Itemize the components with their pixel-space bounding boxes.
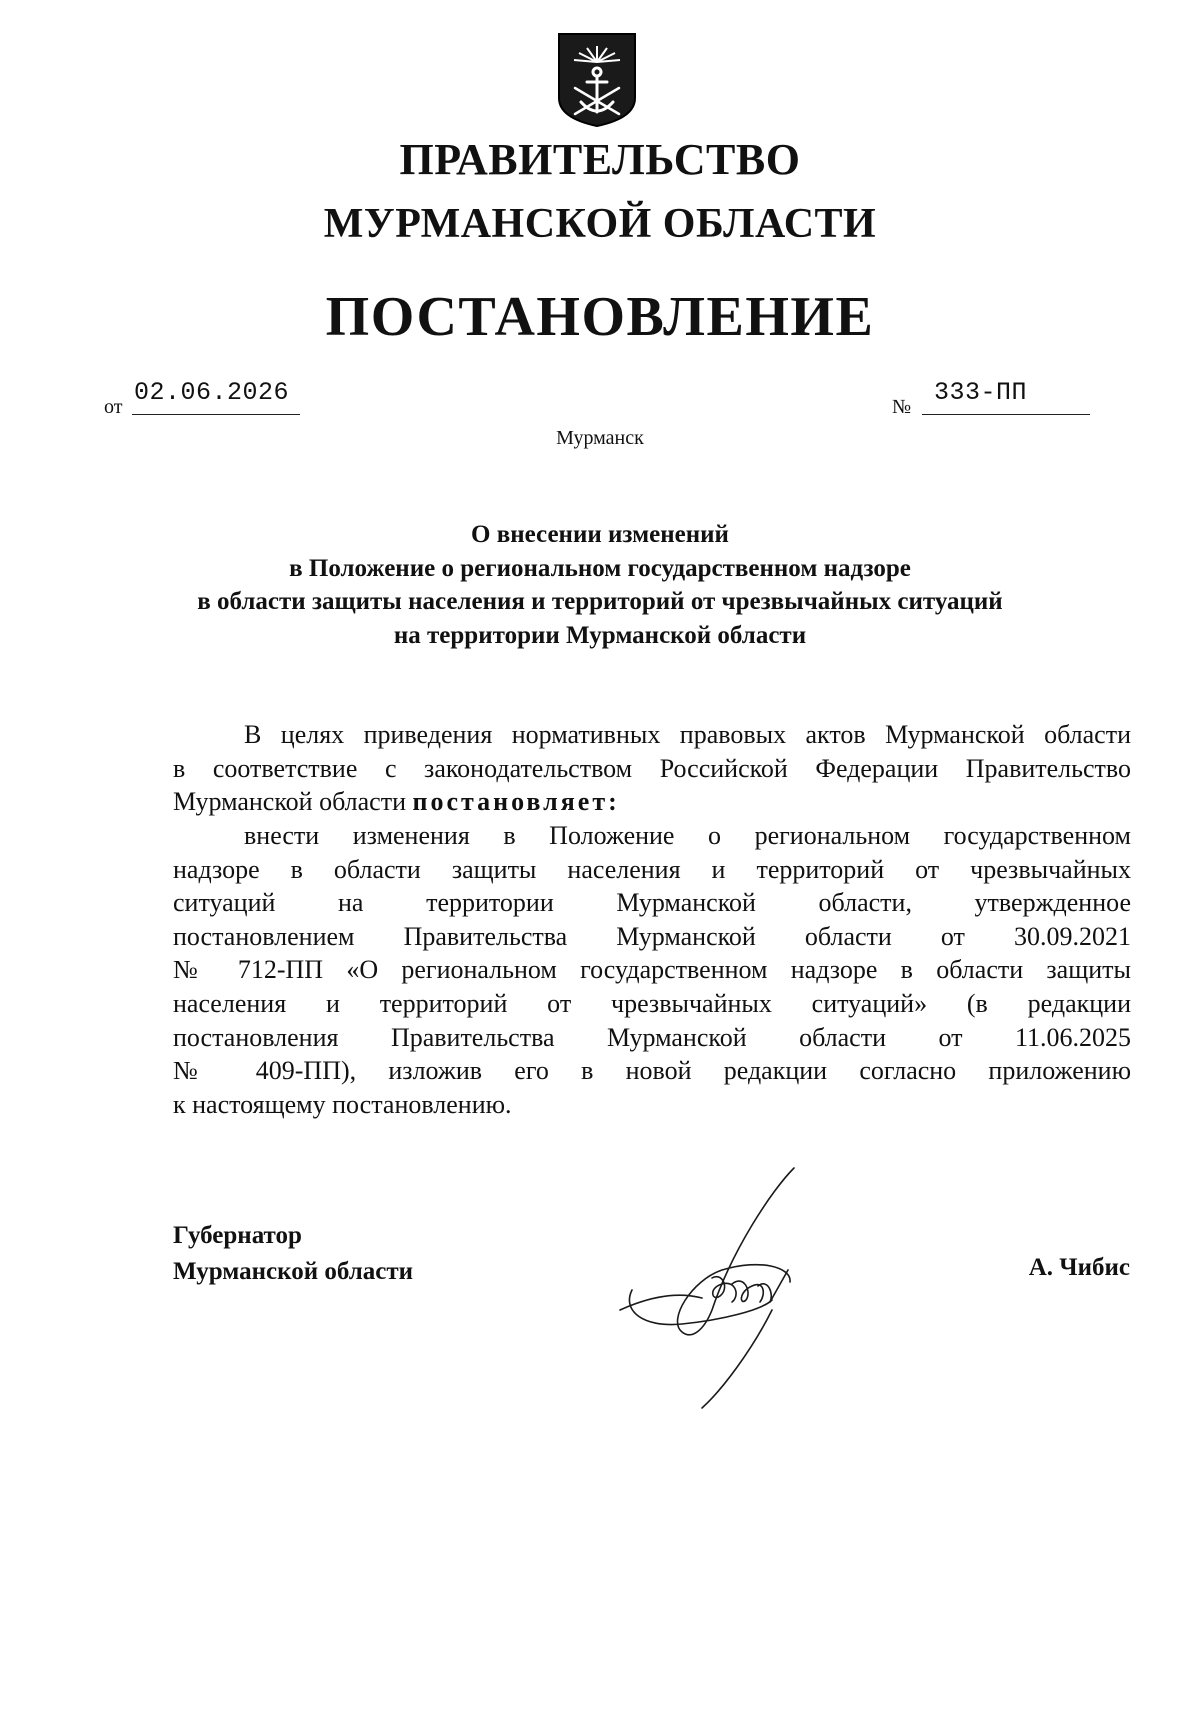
document-number: 333-ПП xyxy=(934,378,1028,407)
signatory-role-line1: Губернатор xyxy=(173,1222,302,1249)
date-field xyxy=(132,378,300,415)
city-name: Мурманск xyxy=(556,427,644,449)
paragraph-line xyxy=(173,785,1131,819)
handwritten-signature-icon xyxy=(612,1160,832,1410)
paragraph-line: в соответствие с законодательством Российской Федерации Правительство xyxy=(173,753,1131,783)
paragraph-line: населения и территорий от чрезвычайных ситуаций» (в редакции xyxy=(173,988,1131,1018)
government-title-line1: ПРАВИТЕЛЬСТВО xyxy=(399,135,801,184)
document-type: ПОСТАНОВЛЕНИЕ xyxy=(325,286,875,348)
preamble-paragraph xyxy=(173,718,1131,819)
coat-of-arms-icon xyxy=(557,32,637,128)
signatory-title xyxy=(173,1218,413,1290)
paragraph-line: № 712-ПП «О региональном государственном надзоре в области защиты xyxy=(173,955,1131,985)
paragraph-line: № 409-ПП), изложив его в новой редакции согласно приложению xyxy=(173,1056,1131,1086)
paragraph-line: надзоре в области защиты населения и территорий от чрезвычайных xyxy=(173,854,1131,884)
paragraph-line-text: Мурманской области xyxy=(173,787,413,817)
paragraph-line: внести изменения в Положение о региональном государственном xyxy=(244,821,1131,850)
paragraph-line: постановлением Правительства Мурманской области от 30.09.2021 xyxy=(173,921,1131,951)
document-date: 02.06.2026 xyxy=(134,378,290,407)
resolves-keyword: постановляет: xyxy=(412,787,620,817)
paragraph-line: к настоящему постановлению. xyxy=(173,1089,512,1119)
document-title-line: в Положение о региональном государственном надзоре xyxy=(289,555,911,582)
government-title-line2: МУРМАНСКОЙ ОБЛАСТИ xyxy=(323,201,877,247)
date-prefix: от xyxy=(104,396,123,418)
document-title-line: на территории Мурманской области xyxy=(393,622,807,649)
document-title-line: О внесении изменений xyxy=(471,521,729,548)
paragraph-line: В целях приведения нормативных правовых актов Мурманской области xyxy=(244,720,1131,749)
paragraph-line: постановления Правительства Мурманской области от 11.06.2025 xyxy=(173,1022,1131,1052)
number-field xyxy=(922,378,1090,415)
operative-paragraph xyxy=(173,819,1131,1121)
number-prefix: № xyxy=(892,396,912,418)
signatory-name: А. Чибис xyxy=(1028,1254,1130,1281)
signatory-role-line2: Мурманской области xyxy=(173,1258,414,1285)
document-title-line: в области защиты населения и территорий от чрезвычайных ситуаций xyxy=(197,588,1003,615)
paragraph-line: ситуаций на территории Мурманской области, утвержденное xyxy=(173,888,1131,918)
